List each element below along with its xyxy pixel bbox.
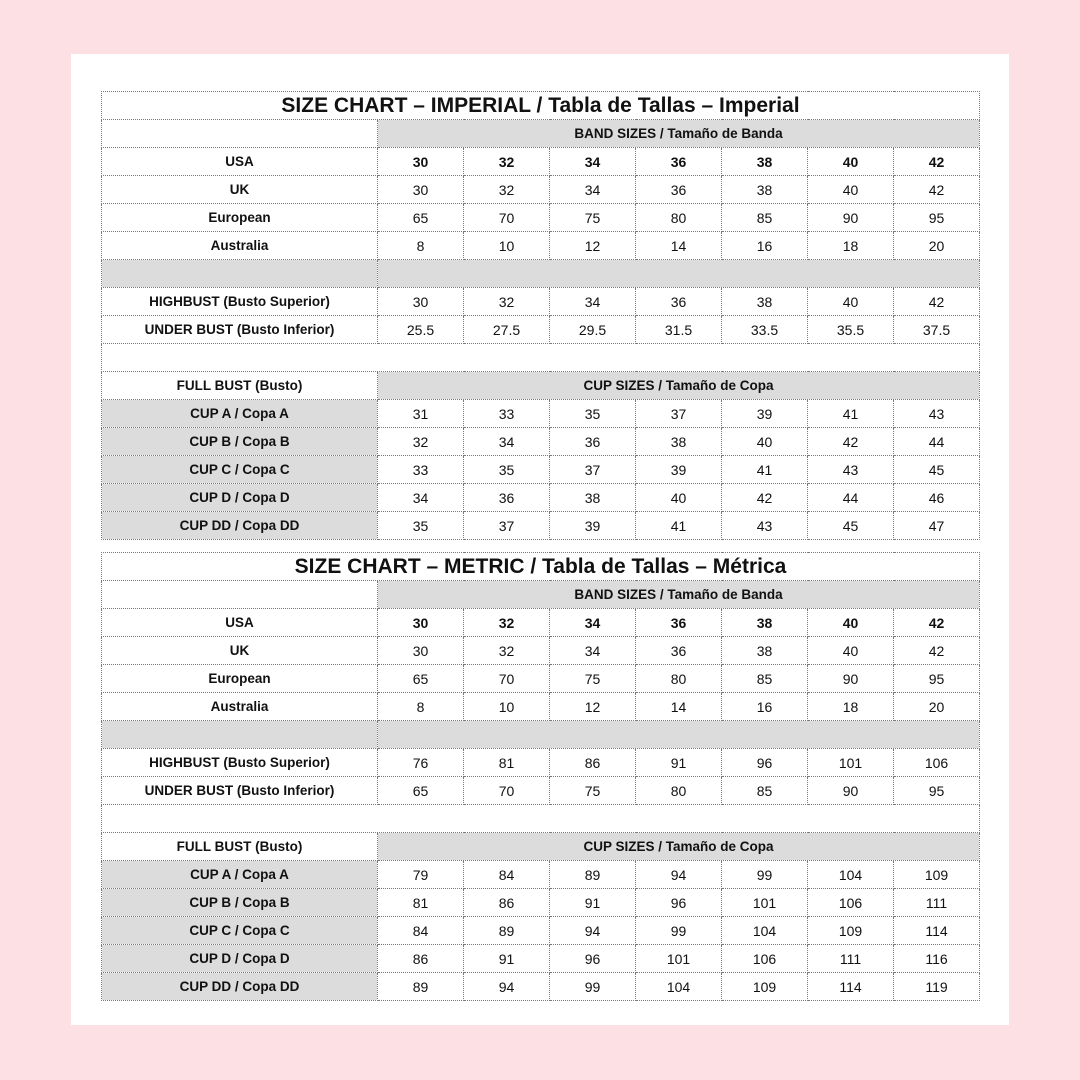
size-row-highbust (102, 288, 980, 316)
size-value-cell: 20 (894, 232, 980, 260)
size-value-cell: 75 (550, 204, 636, 232)
size-row-european (102, 204, 980, 232)
size-value-cell: 32 (378, 428, 464, 456)
size-value-cell: 81 (378, 889, 464, 917)
size-value-cell: 40 (808, 288, 894, 316)
size-row-usa (102, 609, 980, 637)
row-label: CUP D / Copa D (102, 945, 378, 973)
size-value-cell: 106 (722, 945, 808, 973)
size-row-australia (102, 693, 980, 721)
full-bust-label: FULL BUST (Busto) (102, 372, 378, 400)
size-value-cell: 114 (808, 973, 894, 1001)
cup-sizes-header-row (102, 372, 980, 400)
row-label: CUP DD / Copa DD (102, 512, 378, 540)
size-value-cell: 89 (378, 973, 464, 1001)
row-label: UK (102, 637, 378, 665)
size-value-cell: 12 (550, 232, 636, 260)
size-value-cell: 39 (722, 400, 808, 428)
row-label: European (102, 665, 378, 693)
size-value-cell: 94 (550, 917, 636, 945)
size-value-cell: 38 (722, 609, 808, 637)
size-value-cell: 109 (808, 917, 894, 945)
row-label: European (102, 204, 378, 232)
size-value-cell: 40 (808, 637, 894, 665)
size-value-cell: 85 (722, 204, 808, 232)
size-value-cell: 104 (722, 917, 808, 945)
row-label: CUP C / Copa C (102, 456, 378, 484)
size-value-cell: 34 (550, 176, 636, 204)
size-value-cell: 104 (636, 973, 722, 1001)
row-label: USA (102, 148, 378, 176)
gray-spacer-row (102, 721, 980, 749)
size-value-cell: 10 (464, 693, 550, 721)
band-sizes-header: BAND SIZES / Tamaño de Banda (378, 581, 980, 609)
row-label: HIGHBUST (Busto Superior) (102, 288, 378, 316)
size-value-cell: 109 (722, 973, 808, 1001)
size-value-cell: 70 (464, 665, 550, 693)
row-label: CUP B / Copa B (102, 889, 378, 917)
empty-cell (102, 581, 378, 609)
size-value-cell: 35.5 (808, 316, 894, 344)
spacer-cell (102, 344, 980, 372)
size-value-cell: 65 (378, 204, 464, 232)
size-value-cell: 94 (464, 973, 550, 1001)
size-value-cell: 31 (378, 400, 464, 428)
size-value-cell: 8 (378, 232, 464, 260)
spacer-cell (102, 805, 980, 833)
row-label: CUP C / Copa C (102, 917, 378, 945)
size-value-cell: 46 (894, 484, 980, 512)
size-value-cell: 95 (894, 777, 980, 805)
size-value-cell: 42 (894, 637, 980, 665)
blank-spacer-row (102, 344, 980, 372)
size-value-cell: 36 (636, 288, 722, 316)
size-value-cell: 34 (550, 637, 636, 665)
cup-sizes-header-row (102, 833, 980, 861)
spacer-cell (102, 260, 378, 288)
size-row-cup-b (102, 428, 980, 456)
size-value-cell: 38 (550, 484, 636, 512)
size-row-cup-b (102, 889, 980, 917)
size-value-cell: 36 (464, 484, 550, 512)
size-value-cell: 38 (636, 428, 722, 456)
size-value-cell: 37 (550, 456, 636, 484)
blank-spacer-row (102, 805, 980, 833)
size-value-cell: 39 (550, 512, 636, 540)
size-value-cell: 41 (636, 512, 722, 540)
size-value-cell: 96 (722, 749, 808, 777)
size-value-cell: 40 (636, 484, 722, 512)
size-value-cell: 34 (550, 609, 636, 637)
chart-title-row (102, 553, 980, 581)
size-row-highbust (102, 749, 980, 777)
size-value-cell: 109 (894, 861, 980, 889)
size-value-cell: 75 (550, 777, 636, 805)
size-value-cell: 36 (636, 637, 722, 665)
size-value-cell: 32 (464, 609, 550, 637)
size-value-cell: 35 (378, 512, 464, 540)
size-value-cell: 70 (464, 204, 550, 232)
metric-size-chart (101, 552, 980, 1001)
size-value-cell: 45 (894, 456, 980, 484)
size-value-cell: 12 (550, 693, 636, 721)
size-value-cell: 101 (722, 889, 808, 917)
size-value-cell: 40 (722, 428, 808, 456)
size-value-cell: 31.5 (636, 316, 722, 344)
size-value-cell: 86 (464, 889, 550, 917)
size-value-cell: 119 (894, 973, 980, 1001)
size-value-cell: 18 (808, 693, 894, 721)
size-row-cup-c (102, 456, 980, 484)
size-value-cell: 41 (722, 456, 808, 484)
size-value-cell: 38 (722, 148, 808, 176)
size-value-cell: 36 (636, 609, 722, 637)
size-value-cell: 25.5 (378, 316, 464, 344)
size-row-european (102, 665, 980, 693)
size-value-cell: 33 (378, 456, 464, 484)
size-value-cell: 42 (722, 484, 808, 512)
size-row-usa (102, 148, 980, 176)
size-value-cell: 34 (550, 148, 636, 176)
size-row-cup-a (102, 400, 980, 428)
size-value-cell: 65 (378, 665, 464, 693)
size-value-cell: 79 (378, 861, 464, 889)
size-row-cup-dd (102, 973, 980, 1001)
size-value-cell: 42 (894, 288, 980, 316)
size-value-cell: 33.5 (722, 316, 808, 344)
size-value-cell: 34 (378, 484, 464, 512)
size-value-cell: 20 (894, 693, 980, 721)
size-value-cell: 111 (894, 889, 980, 917)
size-value-cell: 35 (464, 456, 550, 484)
size-value-cell: 111 (808, 945, 894, 973)
empty-cell (102, 120, 378, 148)
row-label: Australia (102, 693, 378, 721)
row-label: USA (102, 609, 378, 637)
size-value-cell: 40 (808, 148, 894, 176)
size-value-cell: 38 (722, 176, 808, 204)
size-row-cup-d (102, 484, 980, 512)
size-row-cup-a (102, 861, 980, 889)
gray-spacer-row (102, 260, 980, 288)
size-value-cell: 42 (894, 148, 980, 176)
row-label: CUP A / Copa A (102, 861, 378, 889)
size-value-cell: 45 (808, 512, 894, 540)
size-value-cell: 95 (894, 665, 980, 693)
size-value-cell: 30 (378, 176, 464, 204)
size-value-cell: 34 (464, 428, 550, 456)
size-value-cell: 44 (894, 428, 980, 456)
spacer-cell (378, 721, 980, 749)
size-value-cell: 35 (550, 400, 636, 428)
size-value-cell: 32 (464, 148, 550, 176)
size-value-cell: 42 (808, 428, 894, 456)
size-value-cell: 42 (894, 609, 980, 637)
size-value-cell: 40 (808, 176, 894, 204)
size-value-cell: 47 (894, 512, 980, 540)
size-row-uk (102, 637, 980, 665)
size-value-cell: 104 (808, 861, 894, 889)
chart-title-row (102, 92, 980, 120)
size-row-cup-d (102, 945, 980, 973)
size-value-cell: 37 (464, 512, 550, 540)
band-sizes-header-row (102, 120, 980, 148)
size-value-cell: 95 (894, 204, 980, 232)
size-value-cell: 38 (722, 288, 808, 316)
size-value-cell: 90 (808, 665, 894, 693)
row-label: Australia (102, 232, 378, 260)
size-value-cell: 36 (636, 176, 722, 204)
size-value-cell: 18 (808, 232, 894, 260)
size-value-cell: 43 (722, 512, 808, 540)
size-value-cell: 37 (636, 400, 722, 428)
size-value-cell: 101 (636, 945, 722, 973)
size-value-cell: 75 (550, 665, 636, 693)
size-value-cell: 84 (378, 917, 464, 945)
size-value-cell: 14 (636, 232, 722, 260)
size-value-cell: 80 (636, 204, 722, 232)
size-value-cell: 91 (550, 889, 636, 917)
spacer-cell (378, 260, 980, 288)
size-value-cell: 80 (636, 777, 722, 805)
full-bust-label: FULL BUST (Busto) (102, 833, 378, 861)
size-value-cell: 94 (636, 861, 722, 889)
size-value-cell: 99 (550, 973, 636, 1001)
row-label: HIGHBUST (Busto Superior) (102, 749, 378, 777)
size-row-uk (102, 176, 980, 204)
row-label: UNDER BUST (Busto Inferior) (102, 777, 378, 805)
row-label: UK (102, 176, 378, 204)
size-value-cell: 30 (378, 148, 464, 176)
size-value-cell: 76 (378, 749, 464, 777)
size-value-cell: 65 (378, 777, 464, 805)
size-value-cell: 41 (808, 400, 894, 428)
band-sizes-header-row (102, 581, 980, 609)
size-value-cell: 80 (636, 665, 722, 693)
size-value-cell: 85 (722, 777, 808, 805)
row-label: UNDER BUST (Busto Inferior) (102, 316, 378, 344)
size-value-cell: 99 (636, 917, 722, 945)
row-label: CUP B / Copa B (102, 428, 378, 456)
size-row-australia (102, 232, 980, 260)
size-value-cell: 36 (636, 148, 722, 176)
size-value-cell: 16 (722, 693, 808, 721)
size-value-cell: 89 (550, 861, 636, 889)
row-label: CUP D / Copa D (102, 484, 378, 512)
size-row-underbust (102, 777, 980, 805)
size-value-cell: 43 (808, 456, 894, 484)
size-value-cell: 36 (550, 428, 636, 456)
size-value-cell: 38 (722, 637, 808, 665)
size-value-cell: 16 (722, 232, 808, 260)
size-value-cell: 39 (636, 456, 722, 484)
size-value-cell: 30 (378, 609, 464, 637)
size-value-cell: 91 (464, 945, 550, 973)
size-value-cell: 106 (894, 749, 980, 777)
size-value-cell: 70 (464, 777, 550, 805)
cup-sizes-header: CUP SIZES / Tamaño de Copa (378, 372, 980, 400)
band-sizes-header: BAND SIZES / Tamaño de Banda (378, 120, 980, 148)
size-value-cell: 40 (808, 609, 894, 637)
row-label: CUP DD / Copa DD (102, 973, 378, 1001)
size-value-cell: 116 (894, 945, 980, 973)
size-value-cell: 30 (378, 288, 464, 316)
size-value-cell: 33 (464, 400, 550, 428)
size-value-cell: 30 (378, 637, 464, 665)
size-value-cell: 81 (464, 749, 550, 777)
size-chart-card (71, 54, 1009, 1025)
size-value-cell: 85 (722, 665, 808, 693)
cup-sizes-header: CUP SIZES / Tamaño de Copa (378, 833, 980, 861)
size-value-cell: 99 (722, 861, 808, 889)
size-value-cell: 10 (464, 232, 550, 260)
size-value-cell: 8 (378, 693, 464, 721)
row-label: CUP A / Copa A (102, 400, 378, 428)
size-value-cell: 27.5 (464, 316, 550, 344)
size-value-cell: 29.5 (550, 316, 636, 344)
size-row-underbust (102, 316, 980, 344)
size-value-cell: 106 (808, 889, 894, 917)
size-value-cell: 37.5 (894, 316, 980, 344)
spacer-cell (102, 721, 378, 749)
size-value-cell: 89 (464, 917, 550, 945)
size-value-cell: 32 (464, 637, 550, 665)
size-value-cell: 86 (378, 945, 464, 973)
size-value-cell: 96 (636, 889, 722, 917)
size-value-cell: 114 (894, 917, 980, 945)
size-value-cell: 86 (550, 749, 636, 777)
size-value-cell: 90 (808, 204, 894, 232)
size-value-cell: 42 (894, 176, 980, 204)
size-value-cell: 32 (464, 288, 550, 316)
size-row-cup-dd (102, 512, 980, 540)
size-value-cell: 32 (464, 176, 550, 204)
size-value-cell: 90 (808, 777, 894, 805)
size-value-cell: 44 (808, 484, 894, 512)
size-value-cell: 96 (550, 945, 636, 973)
size-value-cell: 14 (636, 693, 722, 721)
size-value-cell: 34 (550, 288, 636, 316)
chart-title: SIZE CHART – METRIC / Tabla de Tallas – Métrica (102, 553, 980, 581)
chart-title: SIZE CHART – IMPERIAL / Tabla de Tallas – Imperial (102, 92, 980, 120)
size-row-cup-c (102, 917, 980, 945)
size-value-cell: 84 (464, 861, 550, 889)
imperial-size-chart (101, 91, 980, 540)
size-value-cell: 101 (808, 749, 894, 777)
size-value-cell: 91 (636, 749, 722, 777)
size-value-cell: 43 (894, 400, 980, 428)
